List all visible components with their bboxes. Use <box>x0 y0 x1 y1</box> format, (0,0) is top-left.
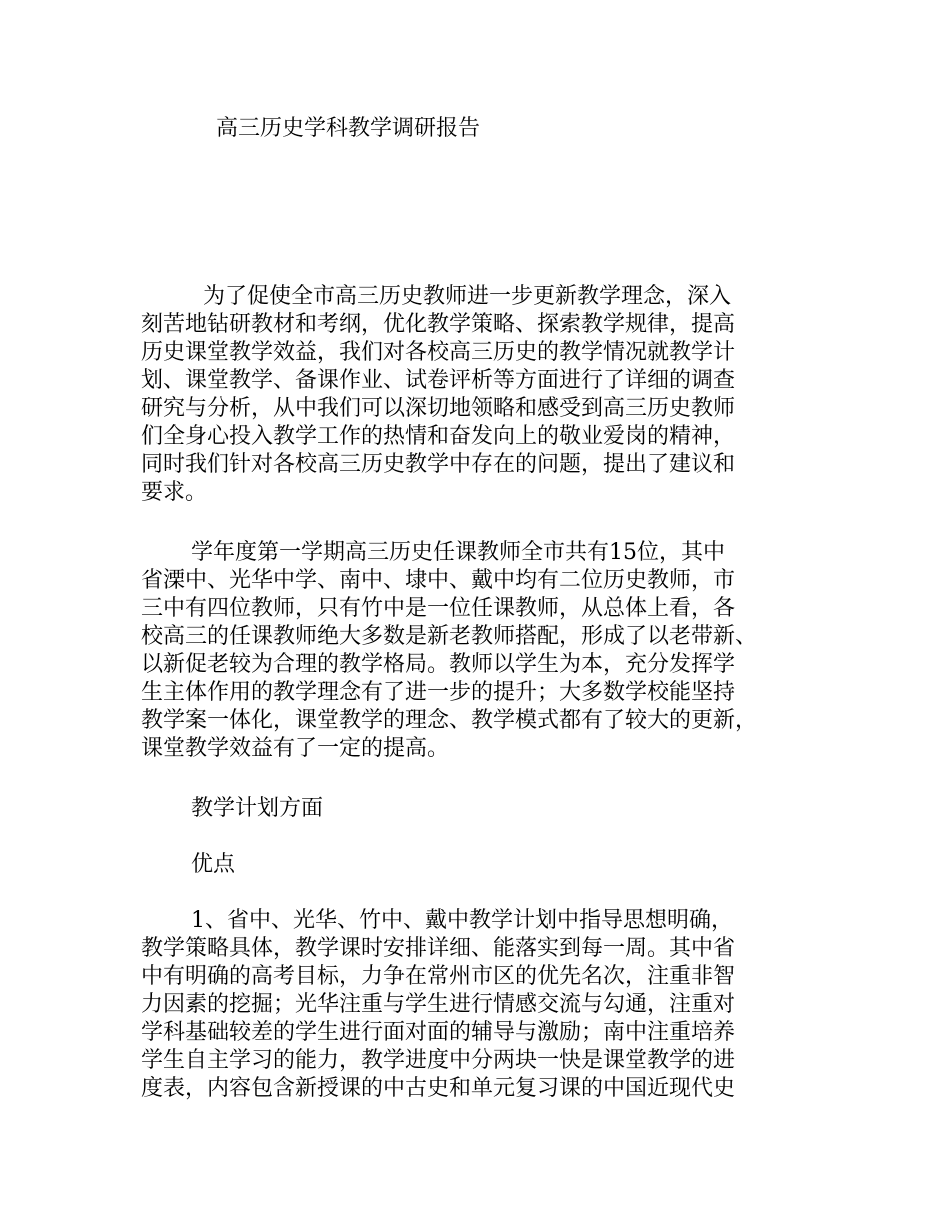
text-line: 教学案一体化，课堂教学的理念、教学模式都有了较大的更新， <box>141 708 758 733</box>
text-line: 校高三的任课教师绝大多数是新老教师搭配，形成了以老带新、 <box>141 624 758 649</box>
text-line: 要求。 <box>141 480 208 505</box>
text-line: 三中有四位教师，只有竹中是一位任课教师，从总体上看，各 <box>141 596 736 621</box>
subsection-heading <box>141 851 831 879</box>
text-line: 中有明确的高考目标，力争在常州市区的优先名次，注重非智 <box>141 964 736 989</box>
text-line: 生主体作用的教学理念有了进一步的提升；大多数学校能坚持 <box>141 680 736 705</box>
paragraph-intro <box>141 283 831 507</box>
text-line: 划、课堂教学、备课作业、试卷评析等方面进行了详细的调查 <box>141 368 736 393</box>
text-line: 力因素的挖掘；光华注重与学生进行情感交流与勾通，注重对 <box>141 992 736 1017</box>
section-heading-text: 教学计划方面 <box>191 796 324 821</box>
document-title: 高三历史学科教学调研报告 <box>216 116 481 141</box>
paragraph-teacher-overview <box>141 539 831 763</box>
paragraph-advantages <box>141 907 831 1103</box>
text-line: 1、省中、光华、竹中、戴中教学计划中指导思想明确， <box>191 908 733 933</box>
text-line: 学生自主学习的能力，教学进度中分两块一快是课堂教学的进 <box>141 1048 736 1073</box>
text-line: 省溧中、光华中学、南中、埭中、戴中均有二位历史教师，市 <box>141 568 736 593</box>
text-line: 同时我们针对各校高三历史教学中存在的问题，提出了建议和 <box>141 452 736 477</box>
text-line: 课堂教学效益有了一定的提高。 <box>141 736 450 761</box>
section-heading <box>141 795 831 823</box>
text-line: 教学策略具体，教学课时安排详细、能落实到每一周。其中省 <box>141 936 736 961</box>
text-line: 刻苦地钻研教材和考纲，优化教学策略、探索教学规律，提高 <box>141 312 736 337</box>
text-line: 以新促老较为合理的教学格局。教师以学生为本，充分发挥学 <box>141 652 736 677</box>
text-line: 们全身心投入教学工作的热情和奋发向上的敬业爱岗的精神， <box>141 424 736 449</box>
text-line: 研究与分析，从中我们可以深切地领略和感受到高三历史教师 <box>141 396 736 421</box>
text-line: 历史课堂教学效益，我们对各校高三历史的教学情况就教学计 <box>141 340 736 365</box>
text-line: 度表，内容包含新授课的中古史和单元复习课的中国近现代史 <box>141 1076 736 1101</box>
subsection-heading-text: 优点 <box>191 852 236 877</box>
text-line: 学科基础较差的学生进行面对面的辅导与激励；南中注重培养 <box>141 1020 736 1045</box>
text-line: 为了促使全市高三历史教师进一步更新教学理念，深入 <box>203 284 732 309</box>
text-line: 学年度第一学期高三历史任课教师全市共有15位，其中 <box>191 540 725 565</box>
